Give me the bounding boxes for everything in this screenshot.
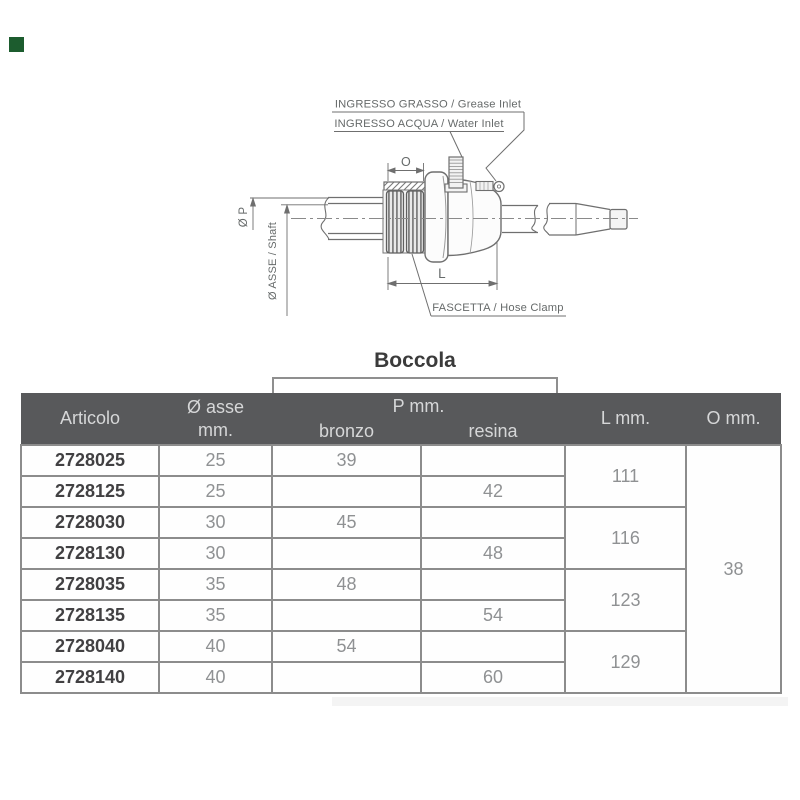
asse-cell: 35 [159,600,272,631]
asse-cell: 30 [159,507,272,538]
articolo-cell: 2728040 [21,631,159,662]
grease-inlet-label: INGRESSO GRASSO / Grease Inlet [334,98,522,111]
articolo-cell: 2728030 [21,507,159,538]
table-row [21,507,781,538]
asse-cell: 35 [159,569,272,600]
articolo-cell: 2728025 [21,445,159,476]
grease-ring-hole [497,185,500,188]
table-row [21,631,781,662]
hose-clamp-band [407,191,424,253]
bronzo-cell [272,476,421,507]
asse-cell: 40 [159,631,272,662]
bronzo-cell: 39 [272,445,421,476]
hose-clamp-band [387,191,404,253]
resina-cell [421,507,565,538]
output-shaft [502,204,627,236]
header-l: L mm. [565,393,686,445]
header-bronzo: bronzo [272,419,421,445]
bronzo-cell: 54 [272,631,421,662]
header-asse-line1: Ø asse [186,396,245,417]
resina-cell [421,631,565,662]
resina-cell: 48 [421,538,565,569]
resina-cell: 54 [421,600,565,631]
bronzo-cell: 45 [272,507,421,538]
articolo-cell: 2728125 [21,476,159,507]
table-title: Boccola [374,349,456,372]
grease-ring [494,182,504,192]
bronzo-cell: 48 [272,569,421,600]
dimension-asse [281,205,328,316]
articolo-cell: 2728140 [21,662,159,693]
header-articolo: Articolo [21,393,159,445]
articolo-cell: 2728035 [21,569,159,600]
l-cell: 123 [565,569,686,631]
table-row [21,569,781,600]
resina-cell: 60 [421,662,565,693]
resina-cell: 42 [421,476,565,507]
hose-clamp-label: FASCETTA / Hose Clamp [432,302,564,314]
table-row [21,445,781,476]
header-asse [159,393,272,445]
asse-cell: 25 [159,445,272,476]
articolo-cell: 2728130 [21,538,159,569]
o-cell: 38 [686,445,781,693]
boccola-bracket [272,377,558,393]
l-cell: 129 [565,631,686,693]
dimension-p [250,198,328,230]
dim-o-label: O [401,155,411,169]
l-cell: 116 [565,507,686,569]
header-o: O mm. [686,393,781,445]
articolo-cell: 2728135 [21,600,159,631]
bronzo-cell [272,538,421,569]
water-inlet-label: INGRESSO ACQUA / Water Inlet [334,118,504,130]
scan-artifact-strip [332,697,788,706]
dim-l-label: L [438,266,446,281]
bronzo-cell [272,662,421,693]
bronzo-cell [272,600,421,631]
grease-inlet-nipple [476,182,493,191]
header-asse-line2: mm. [198,419,233,440]
technical-drawing [0,0,800,345]
spec-table [20,393,782,694]
dim-p-label: Ø P [238,206,250,228]
shaft-axis-label: Ø ASSE / Shaft [267,221,279,301]
resina-cell [421,445,565,476]
asse-cell: 30 [159,538,272,569]
header-resina: resina [421,419,565,445]
header-p-group: P mm. [272,393,565,419]
l-cell: 111 [565,445,686,507]
asse-cell: 40 [159,662,272,693]
asse-cell: 25 [159,476,272,507]
resina-cell [421,569,565,600]
